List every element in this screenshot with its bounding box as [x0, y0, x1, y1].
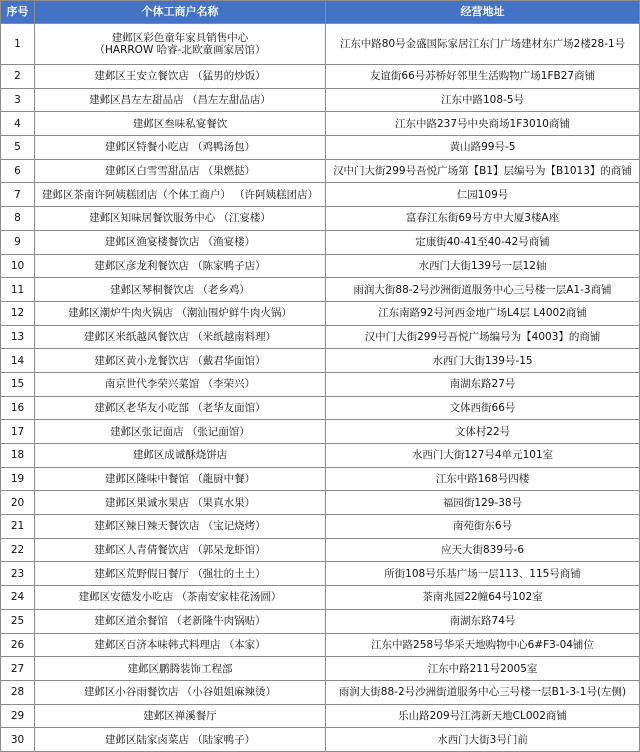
table-row [1, 231, 640, 255]
merchant-name [35, 112, 326, 135]
row-number: 30 [1, 728, 35, 751]
row-number: 15 [1, 373, 35, 396]
merchant-name [35, 231, 326, 254]
row-number: 19 [1, 468, 35, 491]
row-number: 7 [1, 183, 35, 206]
merchant-address: 南湖东路27号 [326, 373, 640, 396]
table-row [1, 586, 640, 610]
merchant-address: 乐山路209号江湾新天地CL002商铺 [326, 705, 640, 728]
merchant-name [35, 420, 326, 443]
merchant-address: 江东南路92号河西金地广场L4层 L4002商铺 [326, 302, 640, 325]
merchant-name-line: 建邺区人青倩餐饮店 （郭呆龙虾馆） [94, 544, 266, 557]
row-number: 24 [1, 586, 35, 609]
table-row [1, 207, 640, 231]
merchant-address: 文体西街66号 [326, 397, 640, 420]
merchant-name-line: 建邺区道余餐馆 （老新隆牛肉锅贴） [94, 615, 266, 628]
merchant-address: 南湖东路74号 [326, 610, 640, 633]
table-row [1, 136, 640, 160]
merchant-name-line: 建邺区小谷雨餐饮店 （小谷姐姐麻辣烫） [83, 686, 277, 699]
merchant-name [35, 515, 326, 538]
table-row [1, 112, 640, 136]
merchant-name [35, 160, 326, 183]
table-row [1, 444, 640, 468]
merchant-name-line: 建邺区禅溪餐厅 [143, 709, 217, 722]
merchant-name-line: 建邺区琴桐餐饮店 （老乡鸡） [110, 283, 250, 296]
merchant-address: 应天大街839号-6 [326, 539, 640, 562]
merchant-name-line: 建邺区彦龙利餐饮店 （陈家鸭子店） [94, 259, 266, 272]
merchant-address: 友谊街66号苏桥好邻里生活购物广场1FB27商铺 [326, 65, 640, 88]
row-number: 10 [1, 255, 35, 278]
merchant-name-line: 建邺区鹏腾装饰工程部 [127, 662, 233, 675]
table-row [1, 65, 640, 89]
table-row [1, 728, 640, 752]
row-number: 14 [1, 349, 35, 372]
merchant-name [35, 705, 326, 728]
row-number: 1 [1, 24, 35, 64]
merchant-name-line: 建邺区米纸越风餐饮店 （米纸越南料理） [83, 330, 277, 343]
merchant-name-line: 建邺区潮炉牛肉火锅店 （潮汕围炉鲜牛肉火锅） [68, 307, 292, 320]
merchant-name-line-2: （HARROW 哈睿-北欧童画家居馆） [94, 44, 266, 56]
table-row [1, 326, 640, 350]
table-row [1, 562, 640, 586]
row-number: 6 [1, 160, 35, 183]
merchant-address: 雨润大街88-2号沙洲街道服务中心三号楼一层A1-3商铺 [326, 278, 640, 301]
merchant-address: 水西门大街139号-15 [326, 349, 640, 372]
merchant-name-line: 建邺区安德发小吃店 （茶南安家桂花汤圆） [78, 591, 282, 604]
merchant-address: 江东中路258号华采天地购物中心6#F3-04铺位 [326, 634, 640, 657]
row-number: 9 [1, 231, 35, 254]
merchant-name [35, 539, 326, 562]
merchant-name [35, 444, 326, 467]
table-row [1, 634, 640, 658]
merchant-name [35, 373, 326, 396]
merchant-name [35, 278, 326, 301]
merchant-name [35, 136, 326, 159]
table-row [1, 420, 640, 444]
merchant-name [35, 491, 326, 514]
merchant-name [35, 634, 326, 657]
merchant-name-line: 建邺区百济本味韩式料理店 （本家） [94, 638, 266, 651]
merchant-address: 水西门大街139号一层12轴 [326, 255, 640, 278]
table-row [1, 515, 640, 539]
table-row [1, 160, 640, 184]
merchant-name-line: 建邺区老华友小吃部 （老华友面馆） [94, 401, 266, 414]
table-row [1, 89, 640, 113]
table-row [1, 373, 640, 397]
merchant-address: 所街108号乐基广场一层113、115号商铺 [326, 562, 640, 585]
table-row [1, 24, 640, 65]
merchant-name [35, 89, 326, 112]
merchant-name-line: 建邺区特餐小吃店 （鸡鸭汤包） [104, 141, 256, 154]
row-number: 29 [1, 705, 35, 728]
merchant-name [35, 326, 326, 349]
merchant-name [35, 302, 326, 325]
row-number: 4 [1, 112, 35, 135]
merchant-name-line: 建邺区陆家卤菜店 （陆家鸭子） [104, 733, 256, 746]
row-number: 20 [1, 491, 35, 514]
table-row [1, 539, 640, 563]
merchant-name-line: 建邺区知味居餐饮服务中心 （江宴楼） [89, 212, 271, 225]
table-row [1, 183, 640, 207]
merchant-address: 仁园109号 [326, 183, 640, 206]
merchant-name [35, 207, 326, 230]
row-number: 13 [1, 326, 35, 349]
merchant-name [35, 586, 326, 609]
merchant-address: 文体村22号 [326, 420, 640, 443]
table-body [1, 24, 640, 752]
merchant-name [35, 183, 326, 206]
merchant-name-line: 建邺区辣日辣天餐饮店 （宝记烧烤） [94, 520, 266, 533]
merchant-address: 江东中路211号2005室 [326, 657, 640, 680]
table-row [1, 657, 640, 681]
row-number: 8 [1, 207, 35, 230]
merchant-name-line: 建邺区渔宴楼餐饮店 （渔宴楼） [104, 236, 256, 249]
merchant-address: 江东中路168号四楼 [326, 468, 640, 491]
row-number: 23 [1, 562, 35, 585]
merchant-address: 定康街40-41至40-42号商铺 [326, 231, 640, 254]
merchant-name-line: 建邺区张记面店 （张记面馆） [110, 425, 250, 438]
row-number: 3 [1, 89, 35, 112]
row-number: 17 [1, 420, 35, 443]
merchant-name-line: 建邺区成诚酥烧饼店 [132, 449, 228, 462]
merchant-address: 汉中门大街299号吾悦广场第【B1】层编号为【B1013】的商铺 [326, 160, 640, 183]
merchant-name [35, 255, 326, 278]
merchant-address: 水西门大街127号4单元101室 [326, 444, 640, 467]
merchant-name [35, 349, 326, 372]
merchant-name [35, 65, 326, 88]
merchant-address: 江东中路80号金盛国际家居江东门广场建材东广场2楼28-1号 [326, 24, 640, 64]
merchant-name [35, 610, 326, 633]
table-row [1, 681, 640, 705]
header-num: 序号 [1, 1, 35, 23]
row-number: 11 [1, 278, 35, 301]
merchant-address: 富春江东街69号方中大厦3楼A座 [326, 207, 640, 230]
merchant-name [35, 468, 326, 491]
merchant-name-line: 建邺区黄小龙餐饮店 （戴君华面馆） [94, 354, 266, 367]
merchant-address: 福园街129-38号 [326, 491, 640, 514]
row-number: 18 [1, 444, 35, 467]
row-number: 2 [1, 65, 35, 88]
row-number: 27 [1, 657, 35, 680]
header-address: 经营地址 [326, 1, 640, 23]
row-number: 25 [1, 610, 35, 633]
row-number: 21 [1, 515, 35, 538]
table-row [1, 349, 640, 373]
merchant-name [35, 681, 326, 704]
table-row [1, 278, 640, 302]
merchant-name-line: 建邺区王安立餐饮店 （猛男的炒饭） [94, 70, 266, 83]
table-row [1, 255, 640, 279]
merchant-address: 汉中门大街299号吾悦广场编号为【4003】的商铺 [326, 326, 640, 349]
merchant-name [35, 397, 326, 420]
merchant-name-line: 建邺区果诚水果店 （果真水果） [104, 496, 256, 509]
merchant-name [35, 562, 326, 585]
row-number: 12 [1, 302, 35, 325]
row-number: 5 [1, 136, 35, 159]
merchant-address: 黄山路99号-5 [326, 136, 640, 159]
merchant-address: 雨润大街88-2号沙洲街道服务中心三号楼一层B1-3-1号(左侧) [326, 681, 640, 704]
merchant-name-line: 建邺区叁味私宴餐饮 [132, 117, 228, 130]
merchant-name-line: 建邺区隆味中餐馆 （龍厨中餐） [104, 473, 256, 486]
merchant-address: 江东中路237号中央商场1F3010商铺 [326, 112, 640, 135]
merchant-name-line: 南京世代李荣兴菜馆 （李荣兴） [104, 378, 256, 391]
merchant-name-line: 建邺区茶南许阿姨糕团店（个体工商户） （许阿姨糕团店） [41, 188, 319, 201]
row-number: 28 [1, 681, 35, 704]
merchant-name-line: 建邺区白雪雪甜品店 （果燃挞） [104, 165, 256, 178]
row-number: 22 [1, 539, 35, 562]
row-number: 26 [1, 634, 35, 657]
merchant-name-line: 建邺区荒野假日餐厅 （强壮的土土） [94, 567, 266, 580]
merchant-name-line: 建邺区昌左左甜品店 （昌左左甜品店） [89, 94, 271, 107]
table-row [1, 468, 640, 492]
merchant-name-line: 建邺区彩色童年家具销售中心 [111, 32, 249, 44]
table-header-row [1, 1, 640, 24]
merchant-address: 南苑街东6号 [326, 515, 640, 538]
header-name: 个体工商户名称 [35, 1, 326, 23]
merchant-name [35, 728, 326, 751]
table-row [1, 610, 640, 634]
merchant-address: 江东中路108-5号 [326, 89, 640, 112]
merchant-name [35, 657, 326, 680]
merchant-address: 茶南兆园22幢64号102室 [326, 586, 640, 609]
table-row [1, 302, 640, 326]
table-row [1, 397, 640, 421]
row-number: 16 [1, 397, 35, 420]
merchant-name [35, 24, 326, 64]
table-row [1, 705, 640, 729]
merchant-address: 水西门大街3号门前 [326, 728, 640, 751]
table-row [1, 491, 640, 515]
